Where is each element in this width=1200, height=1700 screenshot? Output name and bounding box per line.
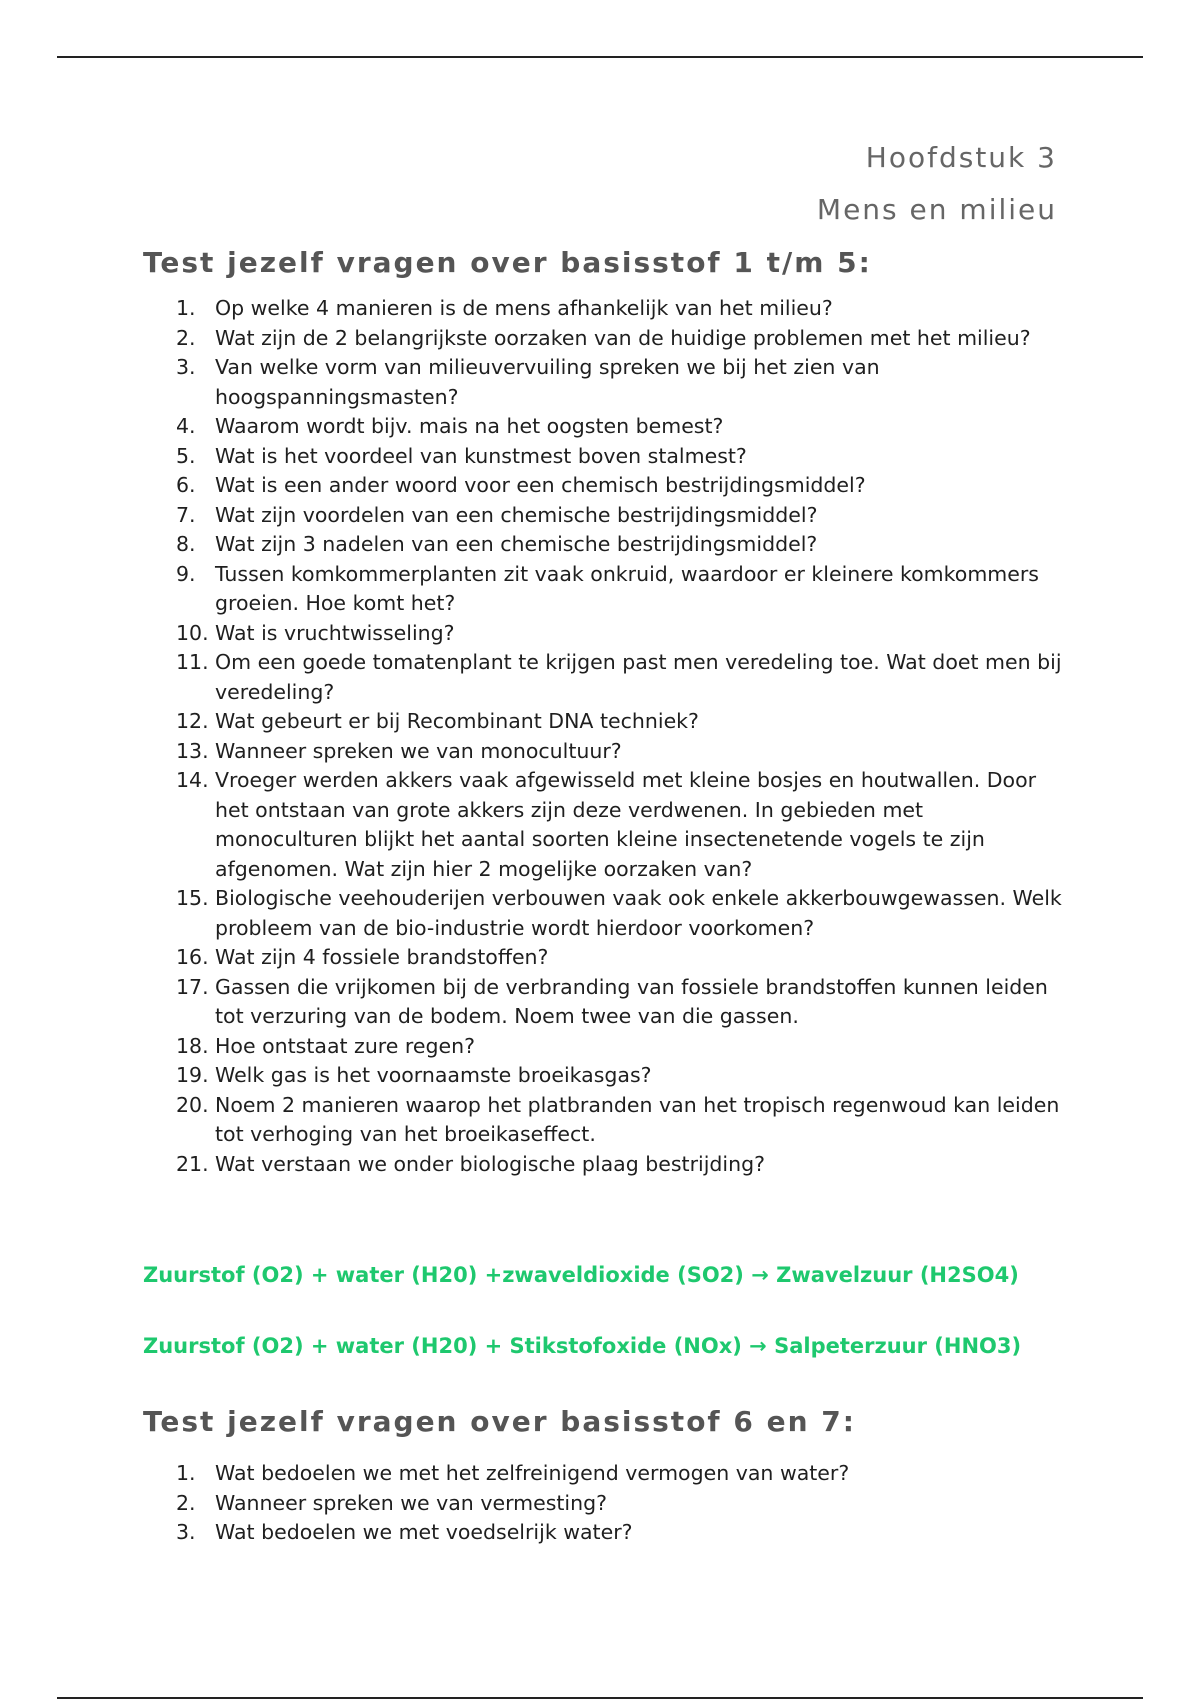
- question-number: 4.: [176, 414, 196, 438]
- question-text: Wanneer spreken we van monocultuur?: [215, 738, 622, 763]
- question-text: Waarom wordt bijv. mais na het oogsten bemest?: [215, 414, 724, 438]
- question-number: 12.: [176, 709, 209, 733]
- list-item: [176, 973, 1066, 1032]
- question-number: 9.: [176, 561, 196, 586]
- list-item: [176, 501, 1066, 531]
- question-number: 1.: [176, 296, 196, 320]
- list-item: [176, 1489, 1066, 1519]
- question-text: Wanneer spreken we van vermesting?: [215, 1490, 608, 1515]
- question-number: 11.: [176, 650, 209, 674]
- section-heading-basisstof-1-5: Test jezelf vragen over basisstof 1 t/m 5:: [143, 246, 872, 279]
- list-item: [176, 560, 1066, 619]
- chapter-title: Mens en milieu: [816, 193, 1057, 226]
- list-item: [176, 1459, 1066, 1489]
- question-text: Wat zijn voordelen van een chemische bestrijdingsmiddel?: [215, 502, 818, 527]
- formula-sulfuric-acid: Zuurstof (O2) + water (H20) +zwaveldioxide (SO2) → Zwavelzuur (H2SO4): [143, 1263, 1019, 1287]
- question-number: 5.: [176, 443, 196, 468]
- list-item: [176, 1518, 1066, 1548]
- list-item: [176, 412, 1066, 442]
- question-number: 18.: [176, 1033, 209, 1058]
- question-number: 3.: [176, 1520, 196, 1544]
- list-item: [176, 737, 1066, 767]
- question-text: Noem 2 manieren waarop het platbranden van het tropisch regenwoud kan leiden tot verhoging van het broeikaseffect.: [215, 1092, 1060, 1146]
- list-item: [176, 619, 1066, 649]
- question-text: Hoe ontstaat zure regen?: [215, 1033, 476, 1058]
- question-number: 13.: [176, 738, 209, 763]
- section-heading-basisstof-6-7: Test jezelf vragen over basisstof 6 en 7:: [143, 1405, 856, 1438]
- question-number: 14.: [176, 768, 209, 792]
- question-text: Biologische veehouderijen verbouwen vaak ook enkele akkerbouwgewassen. Welk probleem van de bio-industrie wordt hierdoor voorkomen?: [215, 886, 1062, 940]
- question-number: 7.: [176, 502, 196, 527]
- list-item: [176, 648, 1066, 707]
- question-text: Om een goede tomatenplant te krijgen past men veredeling toe. Wat doet men bij veredeling?: [215, 650, 1062, 704]
- question-number: 15.: [176, 886, 209, 910]
- list-item: [176, 1032, 1066, 1062]
- question-text: Wat zijn 4 fossiele brandstoffen?: [215, 945, 549, 969]
- list-item: [176, 294, 1066, 324]
- question-number: 16.: [176, 945, 209, 969]
- list-item: [176, 530, 1066, 560]
- question-text: Van welke vorm van milieuvervuiling spreken we bij het zien van hoogspanningsmasten?: [215, 355, 880, 409]
- question-number: 17.: [176, 974, 209, 999]
- question-number: 8.: [176, 532, 196, 556]
- question-list-basisstof-6-7: [176, 1459, 1066, 1548]
- question-number: 6.: [176, 473, 196, 497]
- question-number: 3.: [176, 355, 196, 379]
- question-text: Wat zijn de 2 belangrijkste oorzaken van de huidige problemen met het milieu?: [215, 325, 1031, 350]
- question-number: 19.: [176, 1063, 209, 1087]
- list-item: [176, 884, 1066, 943]
- list-item: [176, 324, 1066, 354]
- list-item: [176, 1091, 1066, 1150]
- question-text: Wat bedoelen we met voedselrijk water?: [215, 1520, 633, 1544]
- question-text: Welk gas is het voornaamste broeikasgas?: [215, 1063, 652, 1087]
- list-item: [176, 353, 1066, 412]
- question-text: Wat is een ander woord voor een chemisch bestrijdingsmiddel?: [215, 473, 866, 497]
- list-item: [176, 471, 1066, 501]
- formula-nitric-acid: Zuurstof (O2) + water (H20) + Stikstofoxide (NOx) → Salpeterzuur (HNO3): [143, 1334, 1022, 1358]
- question-text: Wat gebeurt er bij Recombinant DNA techniek?: [215, 709, 699, 733]
- list-item: [176, 707, 1066, 737]
- list-item: [176, 766, 1066, 884]
- list-item: [176, 1150, 1066, 1180]
- question-number: 2.: [176, 1490, 196, 1515]
- question-text: Op welke 4 manieren is de mens afhankelijk van het milieu?: [215, 296, 833, 320]
- question-number: 21.: [176, 1151, 209, 1176]
- question-list-basisstof-1-5: [176, 294, 1066, 1179]
- question-text: Tussen komkommerplanten zit vaak onkruid, waardoor er kleinere komkommers groeien. Hoe komt het?: [215, 561, 1039, 615]
- list-item: [176, 943, 1066, 973]
- question-text: Gassen die vrijkomen bij de verbranding van fossiele brandstoffen kunnen leiden tot verzuring van de bodem. Noem twee van die gassen.: [215, 974, 1048, 1028]
- question-number: 2.: [176, 325, 196, 350]
- chapter-number: Hoofdstuk 3: [865, 141, 1057, 174]
- question-number: 1.: [176, 1461, 196, 1485]
- bottom-rule: [57, 1697, 1143, 1699]
- question-text: Wat zijn 3 nadelen van een chemische bestrijdingsmiddel?: [215, 532, 818, 556]
- list-item: [176, 442, 1066, 472]
- list-item: [176, 1061, 1066, 1091]
- top-rule: [57, 56, 1143, 58]
- question-number: 20.: [176, 1092, 209, 1117]
- question-text: Wat is het voordeel van kunstmest boven stalmest?: [215, 443, 747, 468]
- question-number: 10.: [176, 620, 209, 645]
- question-text: Wat verstaan we onder biologische plaag bestrijding?: [215, 1151, 765, 1176]
- question-text: Wat is vruchtwisseling?: [215, 620, 455, 645]
- question-text: Vroeger werden akkers vaak afgewisseld met kleine bosjes en houtwallen. Door het ontstaan van grote akkers zijn deze verdwenen. In gebieden met monoculturen blijkt het aantal soorten kleine insectenetende vogels te zijn afgenomen. Wat zijn hier 2 mogelijke oorzaken van?: [215, 768, 1037, 881]
- question-text: Wat bedoelen we met het zelfreinigend vermogen van water?: [215, 1461, 850, 1485]
